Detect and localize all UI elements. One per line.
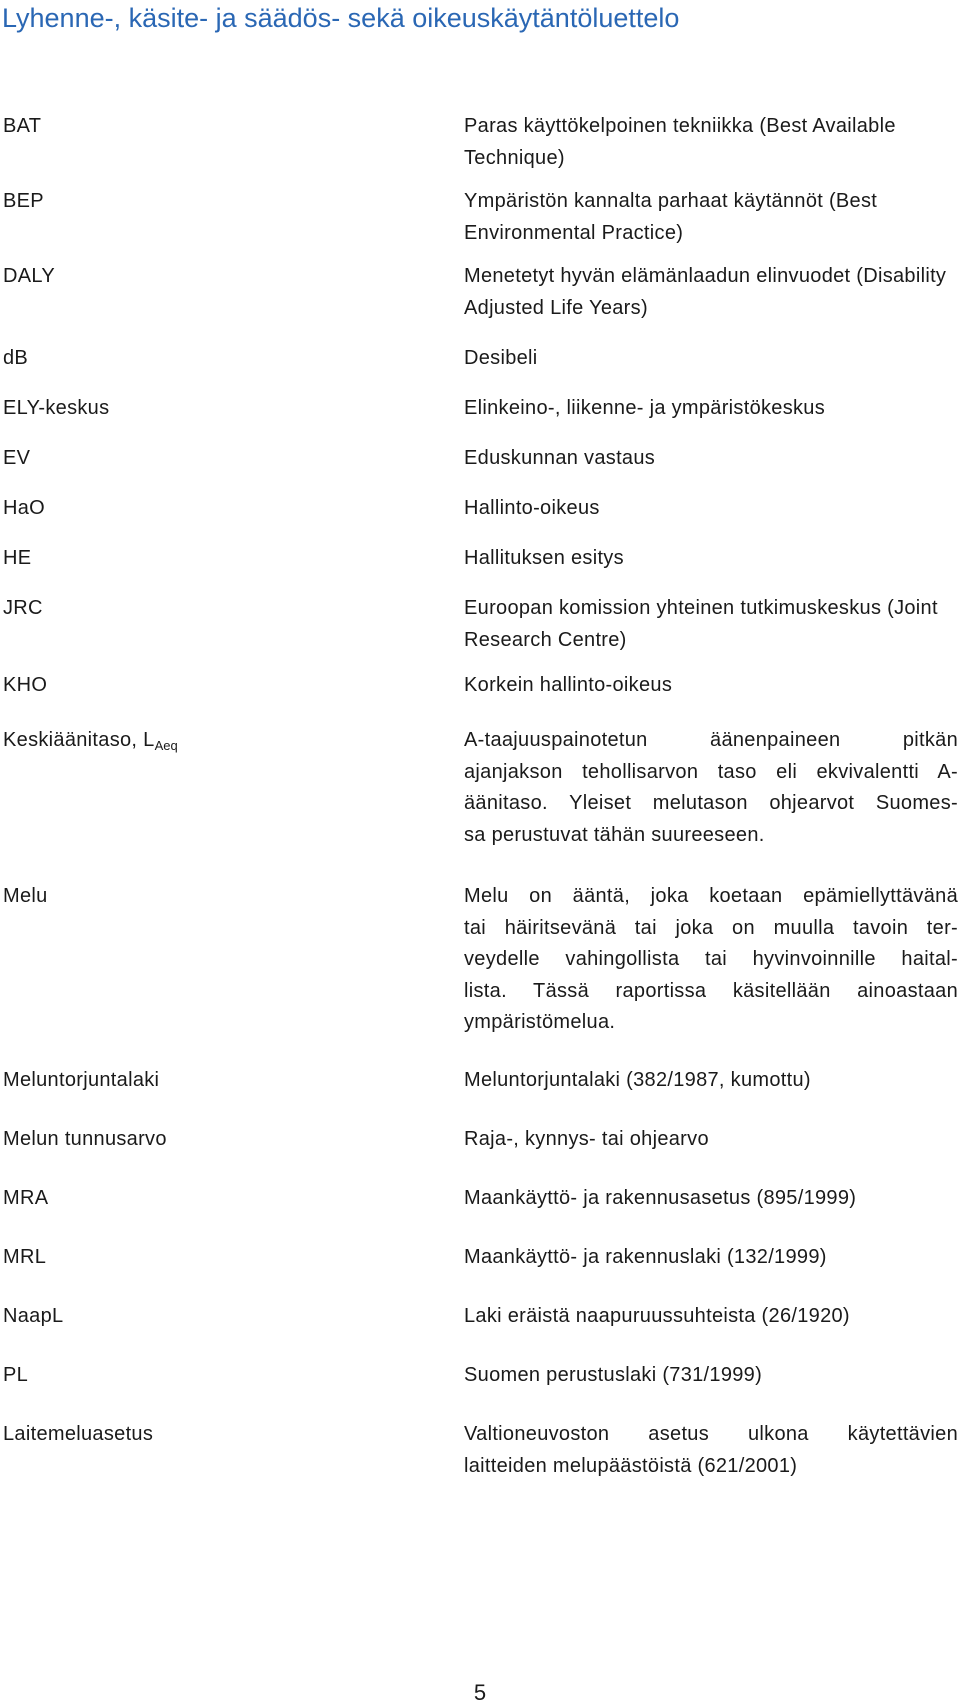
glossary-definition: Meluntorjuntalaki (382/1987, kumottu) — [464, 1069, 811, 1091]
glossary-definition: Hallituksen esitys — [464, 547, 624, 569]
definition-line: sa perustuvat tähän suureeseen. — [464, 823, 765, 846]
glossary-definition: Desibeli — [464, 347, 538, 369]
glossary-term: Melun tunnusarvo — [3, 1128, 167, 1150]
glossary-definition: Hallinto-oikeus — [464, 497, 600, 519]
glossary-definition — [464, 725, 958, 851]
definition-line: lista. Tässä raportissa käsitellään ainoastaan — [464, 979, 958, 1002]
glossary-term: HaO — [3, 497, 46, 519]
glossary-term: DALY — [3, 265, 55, 287]
glossary-term — [3, 725, 178, 762]
glossary-definition: Paras käyttökelpoinen tekniikka (Best Available Technique) — [464, 115, 896, 169]
page-number: 5 — [473, 1680, 487, 1705]
glossary-term: PL — [3, 1364, 29, 1386]
glossary-definition: Maankäyttö- ja rakennuslaki (132/1999) — [464, 1246, 827, 1268]
glossary-term-subscript: Aeq — [154, 738, 178, 753]
glossary-term: BAT — [3, 115, 42, 137]
definition-line: laitteiden melupäästöistä (621/2001) — [464, 1454, 798, 1477]
glossary-term: MRL — [3, 1246, 47, 1268]
glossary-definition — [464, 881, 958, 1039]
glossary-term: HE — [3, 547, 32, 569]
glossary-term: BEP — [3, 190, 44, 212]
glossary-term: Meluntorjuntalaki — [3, 1069, 160, 1091]
definition-line: A-taajuuspainotetun äänenpaineen pitkän — [464, 729, 958, 751]
glossary-term: KHO — [3, 674, 48, 696]
definition-line: äänitaso. Yleiset melutason ohjearvot Suomes- — [464, 792, 958, 814]
definition-line: tai häiritsevänä tai joka on muulla tavoin ter- — [464, 916, 958, 939]
glossary-definition: Eduskunnan vastaus — [464, 447, 656, 469]
glossary-definition: Elinkeino-, liikenne- ja ympäristökeskus — [464, 397, 826, 419]
glossary-definition: Suomen perustuslaki (731/1999) — [464, 1364, 763, 1386]
glossary-term: JRC — [3, 597, 43, 619]
glossary-definition: Euroopan komission yhteinen tutkimuskeskus (Joint Research Centre) — [464, 597, 938, 651]
glossary-definition — [464, 1419, 958, 1482]
page-title: Lyhenne-, käsite- ja säädös- sekä oikeuskäytäntöluettelo — [2, 3, 680, 33]
glossary-definition: Laki eräistä naapuruussuhteista (26/1920) — [464, 1305, 850, 1327]
glossary-term: dB — [3, 347, 29, 369]
glossary-term-text: Keskiäänitaso, L — [3, 729, 155, 751]
definition-line: ajanjakson tehollisarvon taso eli ekvivalentti A- — [464, 760, 958, 783]
glossary-term: Melu — [3, 885, 48, 907]
glossary-term: MRA — [3, 1187, 49, 1209]
glossary-definition: Korkein hallinto-oikeus — [464, 674, 673, 696]
glossary-term: EV — [3, 447, 31, 469]
definition-line: Valtioneuvoston asetus ulkona käytettävien — [464, 1423, 958, 1445]
glossary-definition: Raja-, kynnys- tai ohjearvo — [464, 1128, 709, 1150]
glossary-term: NaapL — [3, 1305, 64, 1327]
definition-line: Melu on ääntä, joka koetaan epämiellyttävänä — [464, 885, 958, 907]
glossary-term: ELY-keskus — [3, 397, 110, 419]
definition-line: ympäristömelua. — [464, 1011, 616, 1033]
glossary-definition: Menetetyt hyvän elämänlaadun elinvuodet (Disability Adjusted Life Years) — [464, 265, 947, 319]
glossary-definition: Ympäristön kannalta parhaat käytännöt (Best Environmental Practice) — [464, 190, 878, 244]
glossary-term: Laitemeluasetus — [3, 1423, 154, 1445]
glossary-definition: Maankäyttö- ja rakennusasetus (895/1999) — [464, 1187, 857, 1209]
definition-line: veydelle vahingollista tai hyvinvoinnille haital- — [464, 948, 958, 970]
